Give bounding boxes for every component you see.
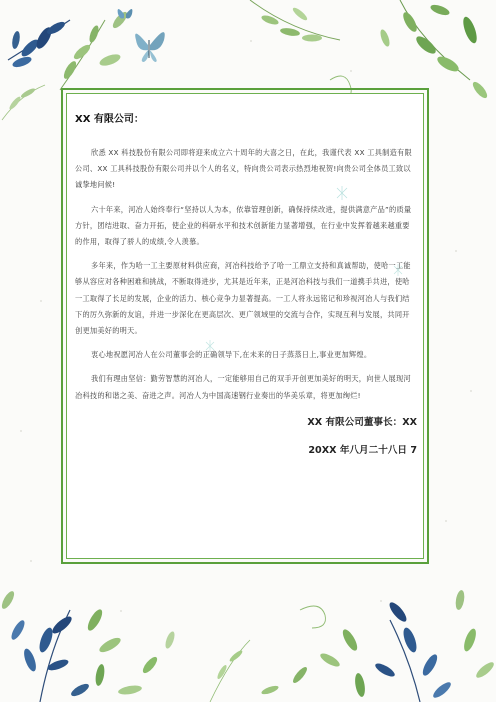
letter-paragraph: 多年来，作为哈一工主要原材料供应商，河冶科技给予了哈一工鼎立支持和真诚帮助，使哈一工能够从容应对各种困难和挑战，不断取得进步，尤其是近年来，正是河冶科技与我们一道携手共进，使哈一工取得了长足的发展，企业的活力、核心竞争力显著提高。一工人将永远铭记和珍视河冶人与我们结下的厉久弥新的友谊，并进一步深化在更高层次、更广领域里的交流与合作，实现互利与发展，共同开创更加美好的明天。 xyxy=(75,261,411,336)
letter-paragraph: 欣悉 XX 科技股份有限公司即将迎来成立六十周年的大喜之日，在此，我谨代表 XX 工具制造有限公司、XX 工具科技股份有限公司并以个人的名义，特向贵公司表示热烈地祝贺!向贵公司全体员工致以诚挚地问候! xyxy=(75,148,412,190)
letter-signature: XX 有限公司董事长：XX xyxy=(307,416,417,428)
letter-date: 20XX 年八月二十八日 7 xyxy=(308,444,417,456)
letter-paragraph: 六十年来，河冶人始终奉行“坚持以人为本，依靠管理创新，确保持续改进，提供满意产品”的质量方针，团结进取、奋力开拓，使企业的科研水平和技术创新能力显著增强，在行业中发挥着越来越重要的作用，取得了骄人的成绩,令人羡慕。 xyxy=(75,204,412,247)
letter-body xyxy=(75,110,417,462)
letter-salutation: XX 有限公司： xyxy=(75,114,144,125)
letter-paragraph: 我们有理由坚信：勤劳智慧的河冶人，一定能够用自己的双手开创更加美好的明天，向世人展现河冶科技的和谐之美、奋进之声。河冶人为中国高速钢行业奏出的华美乐章，将更加绚烂! xyxy=(75,374,411,400)
letter-paragraph: 衷心地祝愿河冶人在公司董事会的正确领导下,在未来的日子蒸蒸日上,事业更加辉煌。 xyxy=(91,350,372,360)
